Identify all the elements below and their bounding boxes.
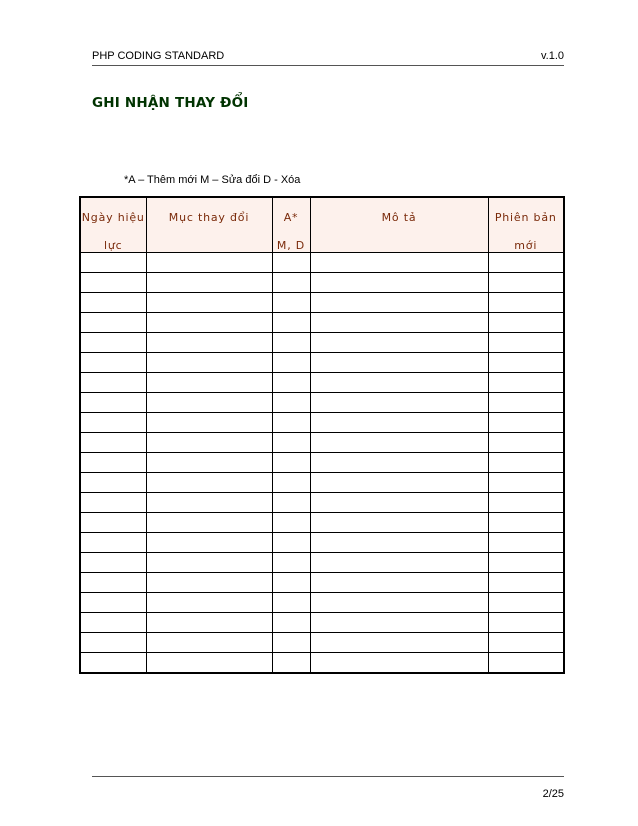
- table-body: [80, 253, 564, 674]
- table-cell: [80, 413, 146, 433]
- table-row: [80, 393, 564, 413]
- table-cell: [310, 593, 488, 613]
- table-row: [80, 633, 564, 653]
- table-cell: [272, 513, 310, 533]
- table-cell: [488, 473, 564, 493]
- table-cell: [310, 613, 488, 633]
- table-cell: [80, 393, 146, 413]
- table-cell: [146, 633, 272, 653]
- table-cell: [272, 593, 310, 613]
- table-cell: [146, 593, 272, 613]
- table-cell: [80, 513, 146, 533]
- section-title: GHI NHẬN THAY ĐỔI: [92, 95, 249, 111]
- table-cell: [488, 573, 564, 593]
- table-cell: [80, 293, 146, 313]
- table-row: [80, 293, 564, 313]
- table-cell: [488, 373, 564, 393]
- table-cell: [146, 573, 272, 593]
- table-cell: [146, 653, 272, 674]
- table-cell: [80, 353, 146, 373]
- table-cell: [272, 613, 310, 633]
- table-cell: [272, 313, 310, 333]
- table-cell: [488, 613, 564, 633]
- header-line: Mục thay đổi: [168, 211, 250, 224]
- table-cell: [272, 413, 310, 433]
- table-row: [80, 473, 564, 493]
- table-cell: [80, 573, 146, 593]
- header-effective-date: [80, 197, 146, 253]
- table-cell: [310, 353, 488, 373]
- table-cell: [272, 553, 310, 573]
- table-cell: [80, 373, 146, 393]
- table-cell: [80, 533, 146, 553]
- table-cell: [272, 253, 310, 273]
- table-row: [80, 593, 564, 613]
- table-cell: [272, 633, 310, 653]
- change-type-legend: *A – Thêm mới M – Sửa đổi D - Xóa: [124, 174, 301, 186]
- header-line: Mô tả: [381, 211, 417, 224]
- table-cell: [80, 613, 146, 633]
- table-row: [80, 433, 564, 453]
- table-cell: [488, 293, 564, 313]
- table-cell: [146, 253, 272, 273]
- table-cell: [146, 273, 272, 293]
- table-cell: [146, 353, 272, 373]
- table-row: [80, 273, 564, 293]
- table-cell: [310, 273, 488, 293]
- table-cell: [488, 553, 564, 573]
- table-cell: [146, 333, 272, 353]
- table-cell: [146, 373, 272, 393]
- table-cell: [80, 633, 146, 653]
- table-cell: [310, 313, 488, 333]
- table-cell: [146, 533, 272, 553]
- table-row: [80, 253, 564, 273]
- header-line: lực: [104, 239, 123, 252]
- table-cell: [488, 433, 564, 453]
- table-cell: [80, 553, 146, 573]
- table-cell: [488, 393, 564, 413]
- table-cell: [310, 573, 488, 593]
- table-cell: [488, 493, 564, 513]
- table-cell: [80, 653, 146, 674]
- table-cell: [272, 393, 310, 413]
- table-cell: [272, 333, 310, 353]
- header-description: [310, 197, 488, 253]
- table-cell: [80, 473, 146, 493]
- table-cell: [310, 533, 488, 553]
- table-row: [80, 453, 564, 473]
- header-line: M, D: [276, 239, 306, 252]
- header-new-version: [488, 197, 564, 253]
- table-cell: [272, 493, 310, 513]
- table-cell: [310, 453, 488, 473]
- table-cell: [488, 653, 564, 674]
- header-changed-item: [146, 197, 272, 253]
- header-line: Ngày hiệu: [81, 211, 145, 224]
- table-cell: [488, 633, 564, 653]
- table-cell: [146, 493, 272, 513]
- table-cell: [310, 373, 488, 393]
- table-row: [80, 413, 564, 433]
- header-line: Phiên bản: [494, 211, 557, 224]
- table-cell: [146, 553, 272, 573]
- table-row: [80, 653, 564, 674]
- table-cell: [272, 653, 310, 674]
- table-cell: [272, 533, 310, 553]
- table-cell: [488, 273, 564, 293]
- header-line: mới: [514, 239, 538, 252]
- table-cell: [310, 653, 488, 674]
- table-cell: [80, 313, 146, 333]
- table-row: [80, 513, 564, 533]
- table-row: [80, 553, 564, 573]
- table-cell: [80, 333, 146, 353]
- table-cell: [80, 273, 146, 293]
- table-cell: [488, 333, 564, 353]
- table-cell: [146, 473, 272, 493]
- page-number: 2/25: [542, 788, 564, 800]
- table-cell: [310, 393, 488, 413]
- table-cell: [488, 453, 564, 473]
- table-cell: [488, 533, 564, 553]
- table-cell: [80, 593, 146, 613]
- table-cell: [310, 253, 488, 273]
- table-row: [80, 573, 564, 593]
- table-cell: [80, 493, 146, 513]
- table-cell: [310, 333, 488, 353]
- document-version: v.1.0: [540, 50, 564, 62]
- table-cell: [146, 613, 272, 633]
- table-cell: [272, 353, 310, 373]
- table-cell: [146, 433, 272, 453]
- table-cell: [310, 413, 488, 433]
- table-cell: [146, 293, 272, 313]
- table-row: [80, 313, 564, 333]
- table-cell: [272, 573, 310, 593]
- table-row: [80, 353, 564, 373]
- table-cell: [310, 513, 488, 533]
- table-cell: [310, 553, 488, 573]
- table-cell: [310, 293, 488, 313]
- table-cell: [80, 253, 146, 273]
- table-row: [80, 533, 564, 553]
- header-line: A*: [283, 211, 299, 224]
- table-cell: [310, 473, 488, 493]
- table-row: [80, 373, 564, 393]
- table-cell: [272, 273, 310, 293]
- table-row: [80, 613, 564, 633]
- table-cell: [488, 593, 564, 613]
- table-cell: [272, 373, 310, 393]
- table-cell: [146, 393, 272, 413]
- table-cell: [488, 413, 564, 433]
- table-cell: [146, 413, 272, 433]
- table-cell: [310, 633, 488, 653]
- table-cell: [272, 293, 310, 313]
- table-cell: [310, 433, 488, 453]
- table-cell: [488, 313, 564, 333]
- table-cell: [146, 513, 272, 533]
- page-header: [92, 47, 564, 66]
- header-change-type: [272, 197, 310, 253]
- table-cell: [80, 453, 146, 473]
- table-row: [80, 333, 564, 353]
- page-footer: [92, 776, 564, 800]
- table-cell: [488, 353, 564, 373]
- table-cell: [488, 253, 564, 273]
- table-cell: [146, 313, 272, 333]
- table-cell: [272, 433, 310, 453]
- table-cell: [80, 433, 146, 453]
- table-cell: [272, 453, 310, 473]
- table-header-row: [80, 197, 564, 253]
- table-cell: [310, 493, 488, 513]
- table-cell: [146, 453, 272, 473]
- change-log-table: [79, 196, 565, 674]
- table-cell: [488, 513, 564, 533]
- document-title: PHP CODING STANDARD: [92, 50, 225, 62]
- table-cell: [272, 473, 310, 493]
- table-row: [80, 493, 564, 513]
